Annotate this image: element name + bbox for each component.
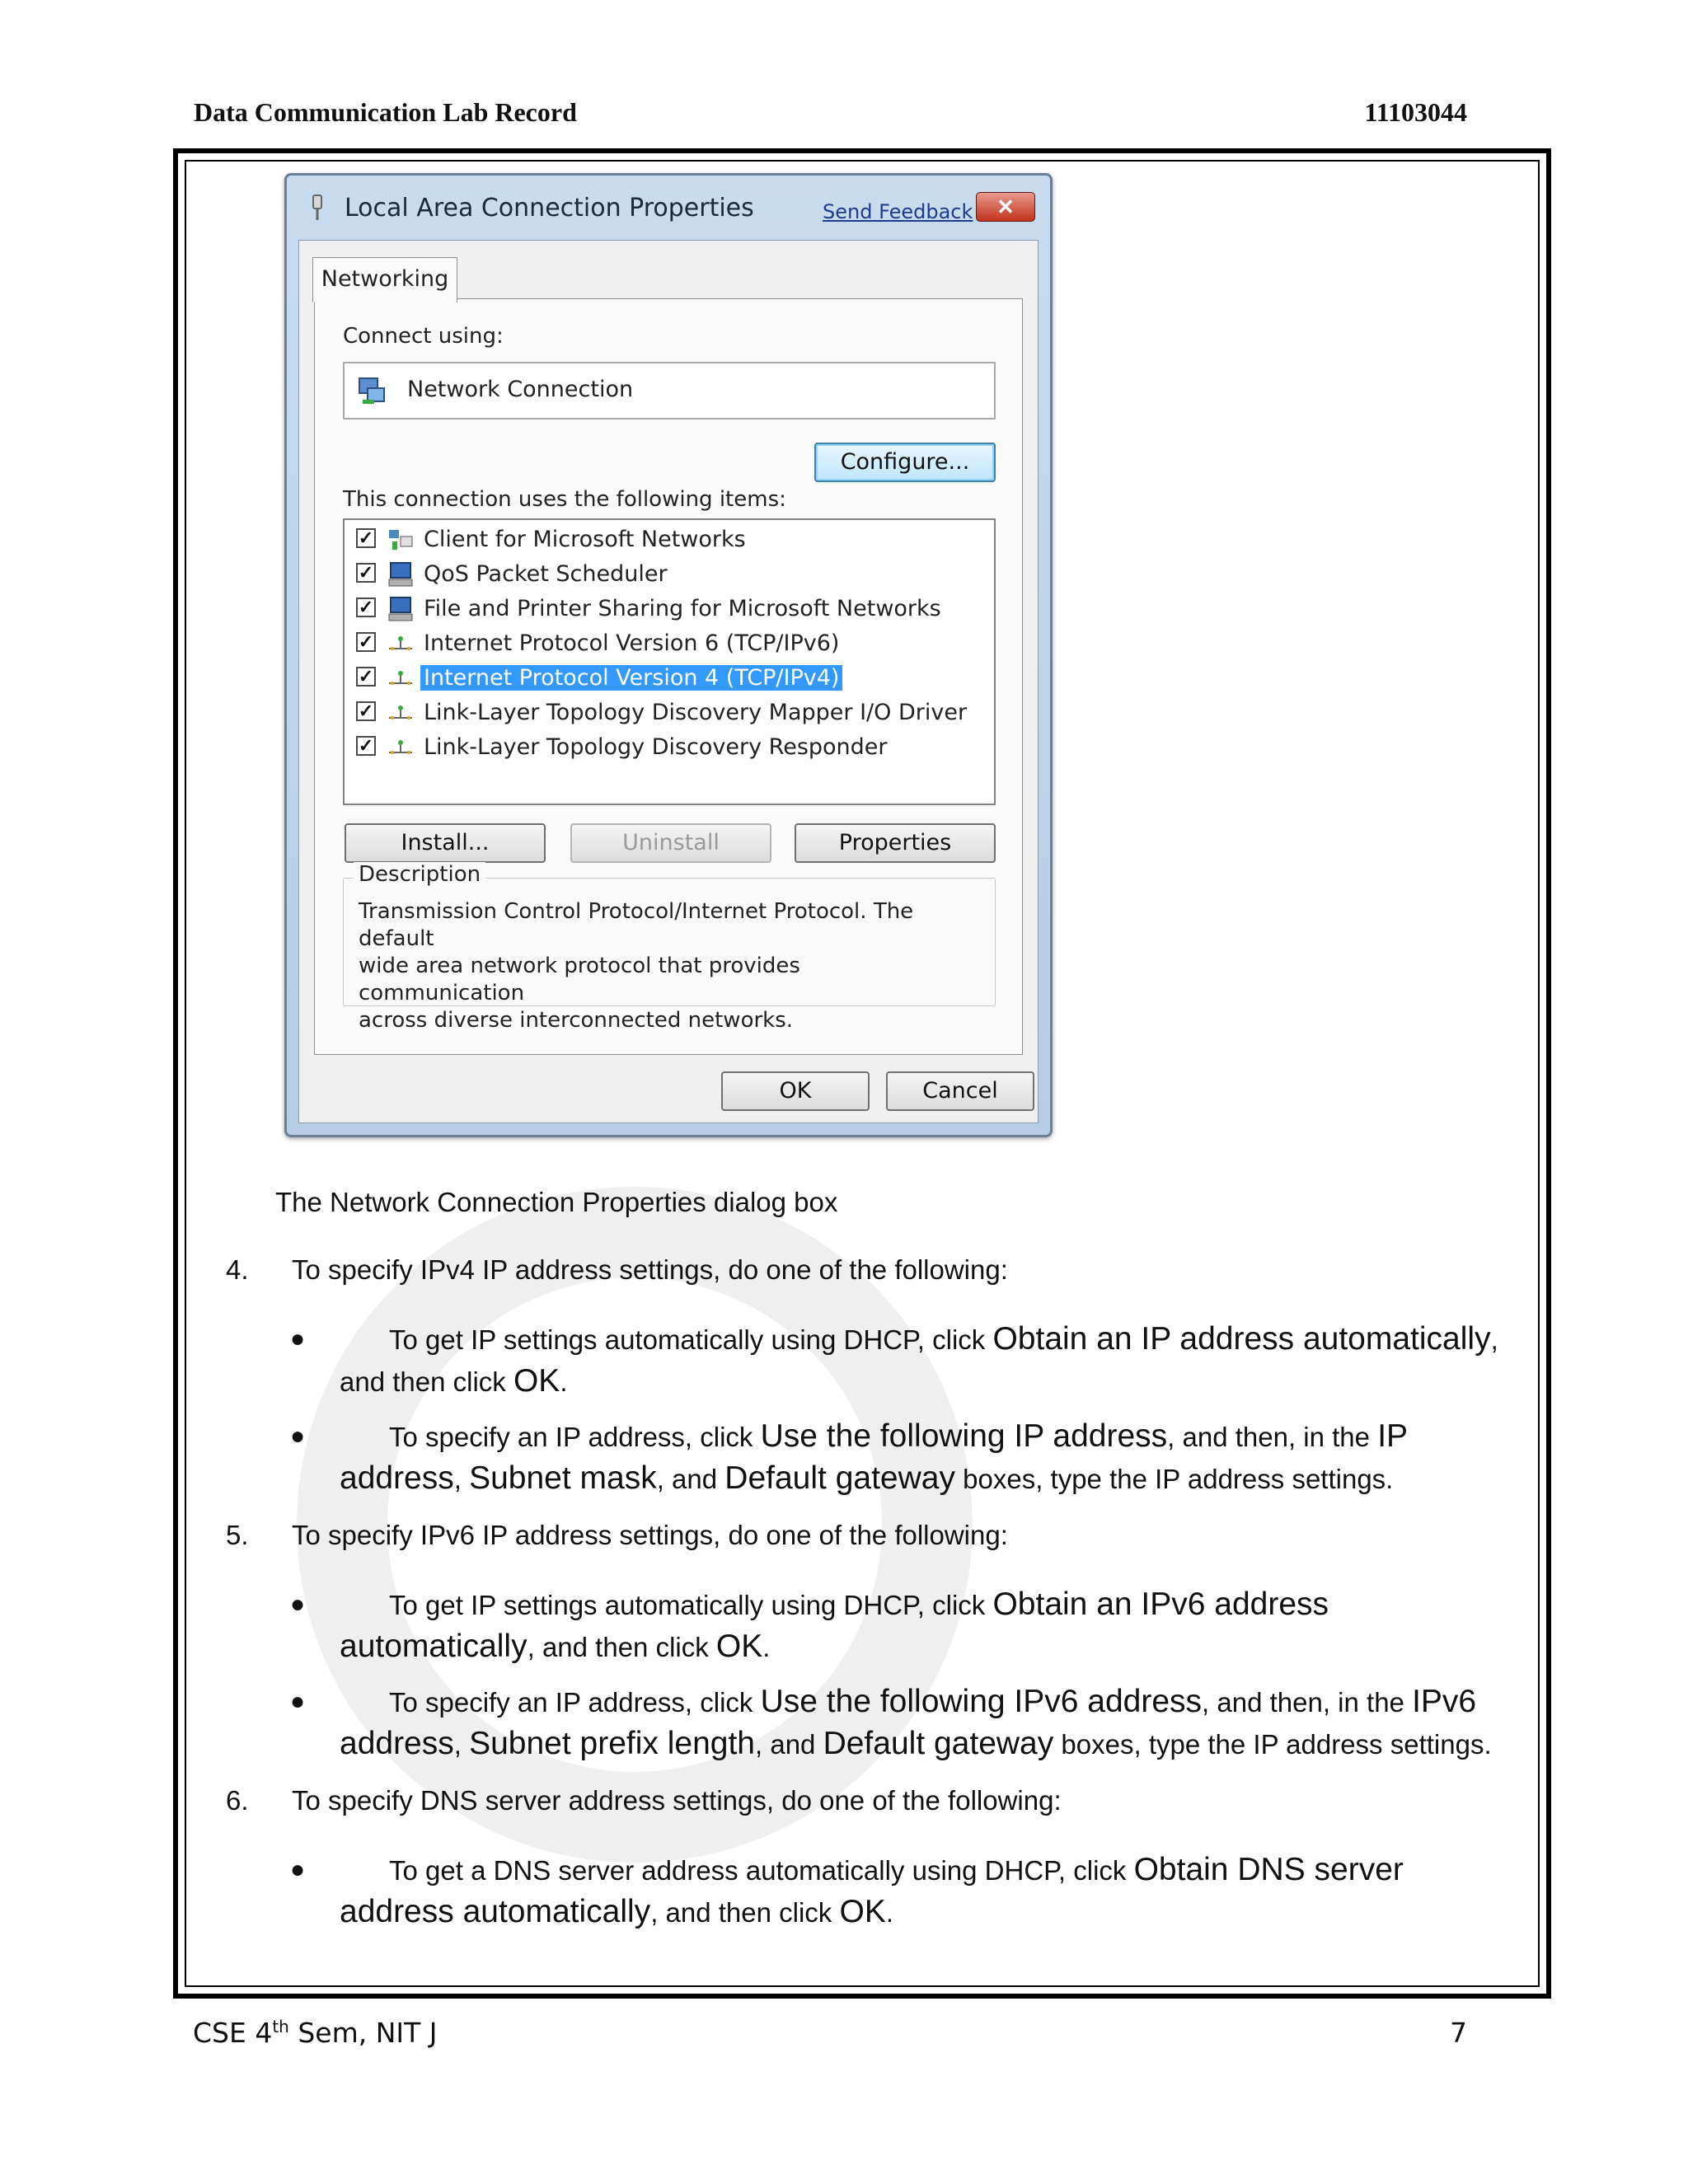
step-number: 6. (226, 1785, 249, 1816)
option-name: OK (513, 1363, 560, 1399)
items-list[interactable] (343, 518, 996, 805)
item-label: Client for Microsoft Networks (424, 527, 746, 552)
text-run: , and (755, 1729, 823, 1760)
sharing-icon (387, 596, 414, 622)
properties-dialog (284, 173, 1053, 1137)
bullet-ipv4-manual (290, 1416, 1518, 1500)
text-run: , (453, 1464, 470, 1494)
bullet-ipv6-manual (290, 1681, 1518, 1765)
text-run: , and (656, 1464, 725, 1494)
step-text: To specify IPv4 IP address settings, do one of the following: (292, 1254, 1008, 1285)
description-label: Description (354, 862, 485, 887)
item-checkbox[interactable]: ✓ (356, 598, 376, 617)
item-label: Link-Layer Topology Discovery Responder (424, 734, 888, 760)
uninstall-button[interactable]: Uninstall (570, 823, 771, 863)
page-number: 7 (1450, 2017, 1467, 2049)
tab-networking[interactable]: Networking (312, 257, 457, 302)
configure-button[interactable]: Configure... (814, 443, 996, 482)
client-icon (387, 527, 414, 553)
text-run: To specify an IP address, click (389, 1422, 761, 1452)
item-checkbox[interactable]: ✓ (356, 736, 376, 756)
item-label: QoS Packet Scheduler (424, 561, 668, 587)
bullet-dns-auto (290, 1849, 1518, 1933)
list-item[interactable] (356, 523, 982, 556)
item-label: Internet Protocol Version 6 (TCP/IPv6) (424, 630, 840, 656)
protocol-icon (387, 665, 414, 691)
networking-panel (314, 298, 1023, 1055)
bullet-ipv4-auto (290, 1319, 1518, 1403)
item-label: Link-Layer Topology Discovery Mapper I/O Driver (424, 700, 968, 725)
text-run: , and then click (527, 1632, 716, 1662)
item-checkbox[interactable]: ✓ (356, 632, 376, 652)
adapter-name: Network Connection (407, 377, 634, 402)
protocol-icon (387, 700, 414, 726)
text-run: . (560, 1366, 568, 1397)
items-label: This connection uses the following items: (343, 487, 786, 512)
bullet-dot-icon: ● (290, 1856, 306, 1883)
step-text: To specify DNS server address settings, do one of the following: (292, 1785, 1062, 1816)
item-checkbox[interactable]: ✓ (356, 528, 376, 548)
figure-caption: The Network Connection Properties dialog box (275, 1187, 838, 1217)
cancel-button[interactable]: Cancel (886, 1071, 1034, 1111)
list-item-selected[interactable] (356, 662, 982, 695)
list-item[interactable] (356, 731, 982, 764)
text-run: , and then, in the (1202, 1687, 1413, 1718)
list-item[interactable] (356, 593, 982, 626)
item-checkbox[interactable]: ✓ (356, 563, 376, 583)
option-name: Default gateway (724, 1460, 955, 1496)
text-run: To get IP settings automatically using DHCP, click (389, 1324, 993, 1355)
option-name: IPv6 address (340, 1684, 1477, 1761)
close-button[interactable]: ✕ (976, 192, 1035, 222)
install-button[interactable]: Install... (345, 823, 546, 863)
list-item[interactable] (356, 696, 982, 729)
text-run: To get a DNS server address automatically using DHCP, click (389, 1855, 1134, 1886)
description-line: Transmission Control Protocol/Internet Protocol. The default (359, 899, 914, 951)
bullet-dot-icon: ● (290, 1325, 306, 1352)
bullet-dot-icon: ● (290, 1422, 306, 1450)
step-number: 5. (226, 1520, 249, 1550)
option-name: IP address (340, 1418, 1408, 1496)
text-run: , and then click (340, 1324, 1498, 1397)
text-run: To get IP settings automatically using DHCP, click (389, 1590, 993, 1620)
option-name: Obtain DNS server address automatically (340, 1852, 1404, 1929)
bullet-dot-icon: ● (290, 1688, 306, 1715)
network-adapter-icon (356, 375, 387, 406)
header-roll-number: 11103044 (1364, 97, 1467, 127)
text-run: boxes, type the IP address settings. (1053, 1729, 1492, 1760)
list-item[interactable] (356, 558, 982, 591)
footer-text: CSE 4 (193, 2017, 273, 2049)
option-name: Default gateway (823, 1726, 1054, 1761)
text-run: boxes, type the IP address settings. (954, 1464, 1394, 1494)
header-title: Data Communication Lab Record (194, 97, 577, 127)
item-checkbox[interactable]: ✓ (356, 701, 376, 721)
text-run: . (885, 1897, 894, 1928)
item-label: Internet Protocol Version 4 (TCP/IPv4) (420, 665, 842, 691)
protocol-icon (387, 630, 414, 657)
footer-text: Sem, NIT J (288, 2017, 438, 2049)
dialog-body (298, 240, 1039, 1123)
option-name: OK (839, 1894, 886, 1929)
text-run: , and then, in the (1167, 1422, 1378, 1452)
description-line: wide area network protocol that provides communication (359, 954, 800, 1005)
network-plug-icon (308, 194, 326, 222)
option-name: Use the following IPv6 address (760, 1684, 1203, 1719)
footer-superscript: th (272, 2017, 289, 2036)
description-text (359, 898, 968, 1034)
list-item[interactable] (356, 627, 982, 660)
footer-course (193, 2017, 438, 2049)
bullet-ipv6-auto (290, 1584, 1518, 1668)
option-name: Use the following IP address (760, 1418, 1168, 1454)
description-line: across diverse interconnected networks. (359, 1008, 794, 1033)
text-run: , (453, 1729, 470, 1760)
send-feedback-link[interactable]: Send Feedback (823, 200, 973, 223)
step-number: 4. (226, 1254, 249, 1285)
option-name: OK (715, 1629, 763, 1664)
item-label: File and Printer Sharing for Microsoft Networks (424, 596, 941, 621)
step-text: To specify IPv6 IP address settings, do one of the following: (292, 1520, 1008, 1550)
scheduler-icon (387, 561, 414, 588)
bullet-dot-icon: ● (290, 1591, 306, 1618)
ok-button[interactable]: OK (721, 1071, 870, 1111)
adapter-field (343, 362, 996, 419)
item-checkbox[interactable]: ✓ (356, 667, 376, 687)
properties-button[interactable]: Properties (795, 823, 996, 863)
text-run: . (762, 1632, 771, 1662)
dialog-title: Local Area Connection Properties (345, 194, 754, 223)
option-name: Subnet prefix length (469, 1726, 755, 1761)
option-name: Obtain an IP address automatically (992, 1321, 1491, 1357)
protocol-icon (387, 734, 414, 761)
option-name: Subnet mask (469, 1460, 657, 1496)
option-name: Obtain an IPv6 address automatically (340, 1586, 1329, 1664)
connect-using-label: Connect using: (343, 324, 504, 349)
text-run: To specify an IP address, click (389, 1687, 761, 1718)
text-run: , and then click (650, 1897, 840, 1928)
description-group (343, 862, 996, 1033)
